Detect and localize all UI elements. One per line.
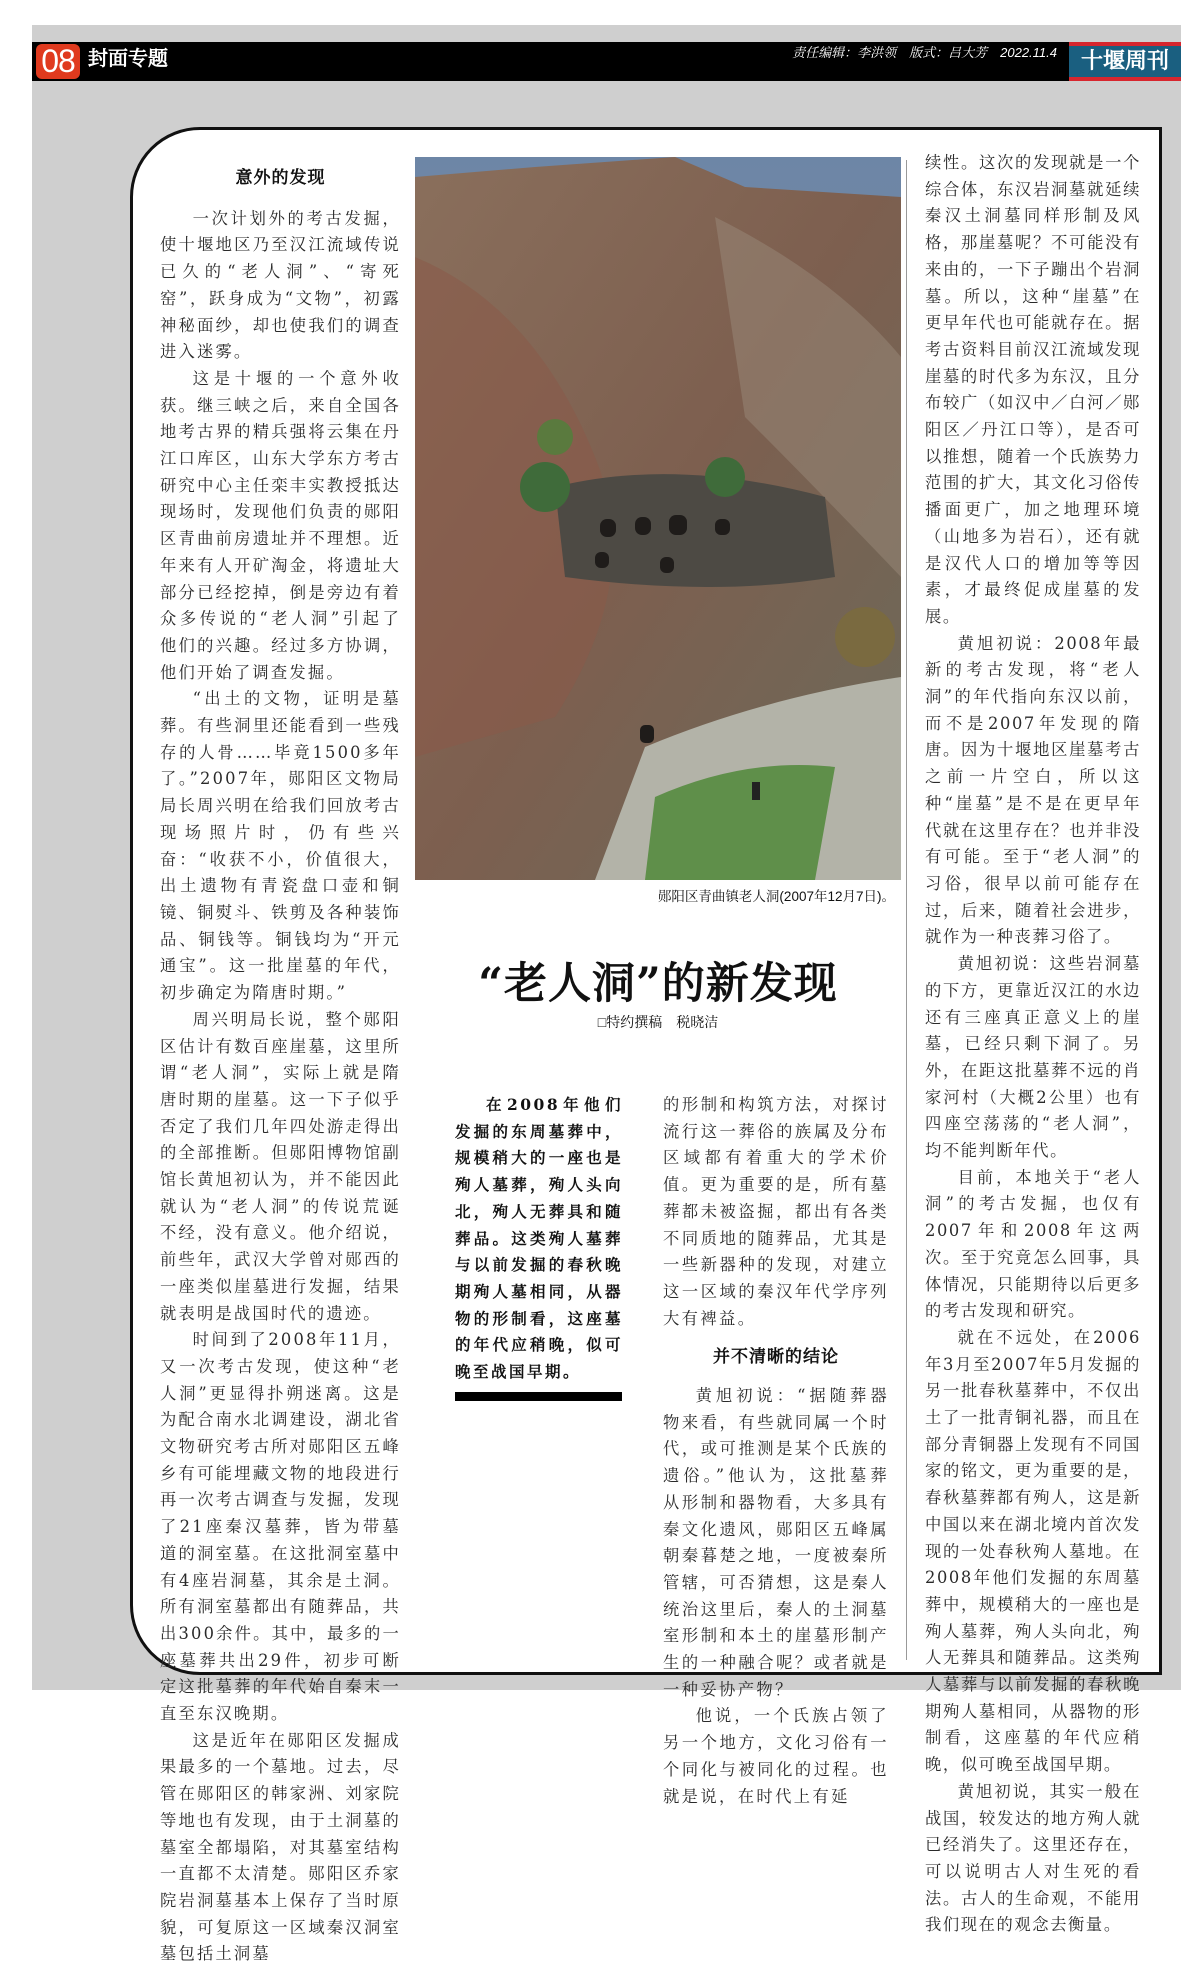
paragraph: 时间到了2008年11月，又一次考古发现，使这种“老人洞”更显得扑朔迷离。这是为配合南水北调建设，湖北省文物研究考古所对郧阳区五峰乡有可能埋藏文物的地段进行再一次考古调查与发掘，发现了21座秦汉墓葬，皆为带墓道的洞室墓。在这批洞室墓中有4座岩洞墓，其余是土洞。所有洞室墓都出有随葬品，共出300余件。其中，最多的一座墓葬共出29件，初步可断定这批墓葬的年代始自秦末一直至东汉晚期。	[160, 1330, 401, 1724]
section-heading: 并不清晰的结论	[713, 1347, 839, 1367]
paragraph: 周兴明局长说，整个郧阳区估计有数百座崖墓，这里所谓“老人洞”，实际上就是隋唐时期的崖墓。这一下子似乎否定了我们几年四处游走得出的全部推断。但郧阳博物馆副馆长黄旭初认为，并不能因此就认为“老人洞”的传说荒诞不经，没有意义。他介绍说，前些年，武汉大学曾对郧西的一座类似崖墓进行发掘，结果就表明是战国时代的遗迹。	[160, 1009, 401, 1323]
section-title: 封面专题	[88, 48, 168, 70]
paragraph: 黄旭初说：这些岩洞墓的下方，更靠近汉江的水边还有三座真正意义上的崖墓，已经只剩下洞了。另外，在距这批墓葬不远的肖家河村（大概2公里）也有四座空荡荡的“老人洞”，均不能判断年代。	[925, 954, 1141, 1161]
paragraph: “出土的文物，证明是墓葬。有些洞里还能看到一些残存的人骨……毕竟1500多年了。”2007年，郧阳区文物局局长周兴明在给我们回放考古现场照片时，仍有些兴奋：“收获不小，价值很大，出土遗物有青瓷盘口壶和铜镜、铜熨斗、铁剪及各种装饰品、铜钱等。铜钱均为“开元通宝”。这一批崖墓的年代，初步确定为隋唐时期。”	[160, 689, 401, 1003]
paragraph: 一次计划外的考古发掘，使十堰地区乃至汉江流域传说已久的“老人洞”、“寄死窑”，跃身成为“文物”，初露神秘面纱，却也使我们的调查进入迷雾。	[160, 208, 401, 362]
paragraph: 黄旭初说：2008年最新的考古发现，将“老人洞”的年代指向东汉以前，而不是2007年发现的隋唐。因为十堰地区崖墓考古之前一片空白，所以这种“崖墓”是不是在更早年代就在这里存在？也并非没有可能。至于“老人洞”的习俗，很早以前可能存在过，后来，随着社会进步，就作为一种丧葬习俗了。	[925, 633, 1141, 947]
paragraph: 这是十堰的一个意外收获。继三峡之后，来自全国各地考古界的精兵强将云集在丹江口库区，山东大学东方考古研究中心主任栾丰实教授抵达现场时，发现他们负责的郧阳区青曲前房遗址并不理想。近年来有人开矿淘金，将遗址大部分已经挖掉，倒是旁边有着众多传说的“老人洞”引起了他们的兴趣。经过多方协调，他们开始了调查发掘。	[160, 368, 401, 682]
right-column	[925, 150, 1141, 1939]
paragraph: 他说，一个氏族占领了另一个地方，文化习俗有一个同化与被同化的过程。也就是说，在时代上有延	[663, 1706, 889, 1806]
pullquote-text: 在2008年他们发掘的东周墓葬中，规模稍大的一座也是殉人墓葬，殉人头向北，殉人无葬具和随葬品。这类殉人墓葬与以前发掘的春秋晚期殉人墓相同，从器物的形制看，这座墓的年代应稍晚，似可晚至战国早期。	[455, 1095, 623, 1382]
paragraph: 这是近年在郧阳区发掘成果最多的一个墓地。过去，尽管在郧阳区的韩家洲、刘家院等地也有发现，由于土洞墓的墓室全都塌陷，对其墓室结构一直都不太清楚。郧阳区乔家院岩洞墓基本上保存了当时原貌，可复原这一区域秦汉洞室墓包括土洞墓	[160, 1730, 401, 1964]
paragraph: 目前，本地关于“老人洞”的考古发掘，也仅有2007年和2008年这两次。至于究竟怎么回事，具体情况，只能期待以后更多的考古发现和研究。	[925, 1167, 1141, 1321]
photo-caption: 郧阳区青曲镇老人洞(2007年12月7日)。	[657, 889, 895, 904]
column-divider	[906, 160, 907, 1660]
intro-pullquote	[455, 1092, 623, 1401]
left-column	[160, 165, 401, 1968]
paragraph: 续性。这次的发现就是一个综合体，东汉岩洞墓就延续秦汉土洞墓同样形制及风格，那崖墓呢？不可能没有来由的，一下子蹦出个岩洞墓。所以，这种“崖墓”在更早年代也可能就存在。据考古资料目前汉江流域发现崖墓的时代多为东汉，且分布较广（如汉中／白河／郧阳区／丹江口等），是否可以推想，随着一个氏族势力范围的扩大，其文化习俗传播面更广，加之地理环境（山地多为岩石），还有就是汉代人口的增加等等因素，才最终促成崖墓的发展。	[925, 153, 1141, 626]
editor-credits: 责任编辑：李洪领 版式：吕大芳 2022.11.4	[792, 45, 1057, 60]
article-photo	[415, 157, 901, 880]
paragraph: 黄旭初说：“据随葬器物来看，有些就同属一个时代，或可推测是某个氏族的遗俗。”他认为，这批墓葬从形制和器物看，大多具有秦文化遗风，郧阳区五峰属朝秦暮楚之地，一度被秦所管辖，可否猜想，这是秦人统治这里后，秦人的土洞墓室形制和本土的崖墓形制产生的一种融合呢？或者就是一种妥协产物？	[663, 1386, 889, 1699]
page-header	[32, 42, 1181, 81]
brand-logo: 十堰周刊	[1069, 42, 1181, 81]
paragraph: 就在不远处，在2006年3月至2007年5月发掘的另一批春秋墓葬中，不仅出土了一批青铜礼器，而且在部分青铜器上发现有不同国家的铭文，更为重要的是，春秋墓葬都有殉人，这是新中国以来在湖北境内首次发现的一处春秋殉人墓地。在2008年他们发掘的东周墓葬中，规模稍大的一座也是殉人墓葬，殉人头向北，殉人无葬具和随葬品。这类殉人墓葬与以前发掘的春秋晚期殉人墓相同，从器物的形制看，这座墓的年代应稍晚，似可晚至战国早期。	[925, 1327, 1141, 1775]
pullquote-bar	[455, 1392, 622, 1401]
middle-column	[663, 1092, 889, 1810]
section-heading: 意外的发现	[235, 168, 326, 187]
article-title: “老人洞”的新发现	[478, 959, 838, 1009]
byline: □特约撰稿 税晓洁	[597, 1014, 719, 1030]
paragraph: 黄旭初说，其实一般在战国，较发达的地方殉人就已经消失了。这里还存在，可以说明古人对生死的看法。古人的生命观，不能用我们现在的观念去衡量。	[925, 1781, 1141, 1935]
page-number: 08	[36, 44, 80, 79]
paragraph: 的形制和构筑方法，对探讨流行这一葬俗的族属及分布区域都有着重大的学术价值。更为重要的是，所有墓葬都未被盗掘，都出有各类不同质地的随葬品，尤其是一些新器种的发现，对建立这一区域的秦汉年代学序列大有裨益。	[663, 1095, 889, 1328]
cliff-tomb-photo	[415, 157, 901, 880]
